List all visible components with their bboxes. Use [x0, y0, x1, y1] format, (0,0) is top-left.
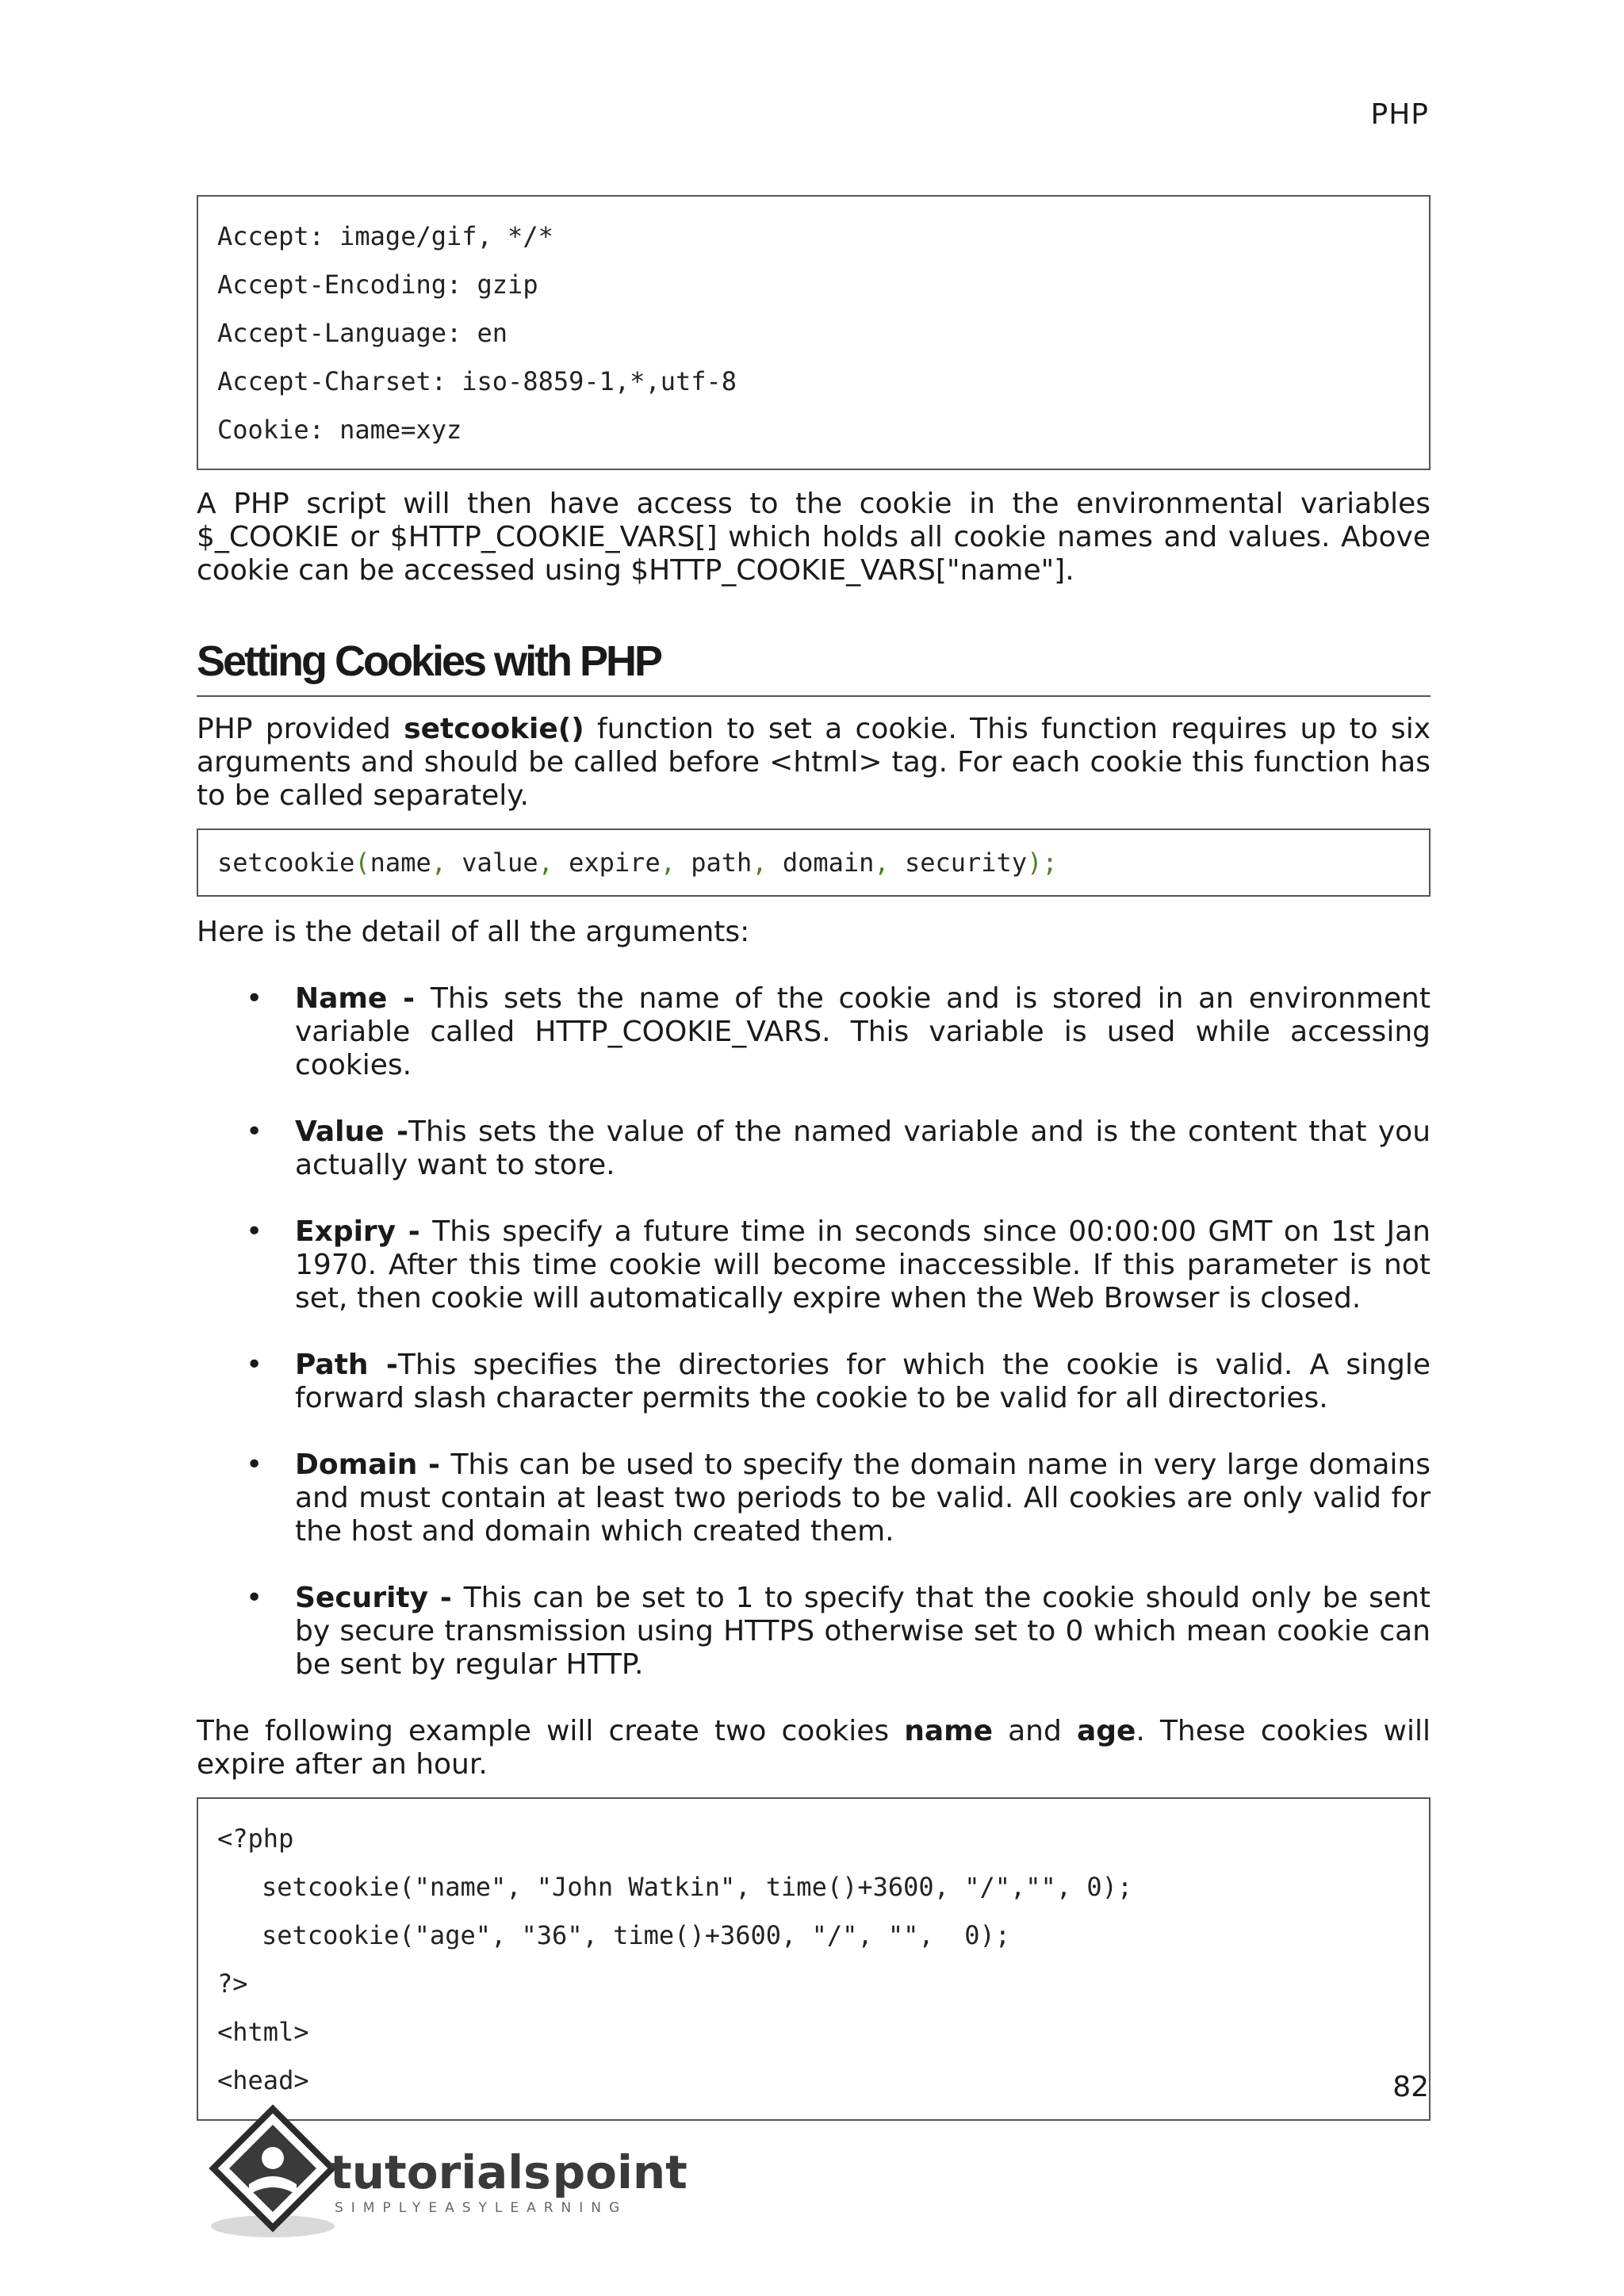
code-line: Accept-Charset: iso-8859-1,*,utf-8	[217, 366, 737, 396]
setcookie-signature-code-block	[197, 828, 1431, 897]
code-line: Cookie: name=xyz	[217, 415, 462, 445]
arg: domain	[782, 848, 875, 878]
cookie-name-term: name	[904, 1715, 994, 1747]
text: The following example will create two cookies	[197, 1715, 905, 1747]
arg: name	[370, 848, 431, 878]
code-line: ?>	[217, 1969, 248, 1999]
page-header-title: PHP	[1370, 98, 1429, 131]
logo-word-point: point	[552, 2145, 688, 2199]
argument-term: Value -	[295, 1115, 409, 1148]
arg: value	[462, 848, 538, 878]
argument-description: This can be used to specify the domain name in very large domains and must contain at least two periods to be valid. All cookies are only valid for the host and domain which created them.	[295, 1448, 1431, 1548]
list-item	[197, 982, 1431, 1082]
page-content	[197, 195, 1431, 2121]
arguments-intro-paragraph: Here is the detail of all the arguments:	[197, 916, 750, 948]
section-heading: Setting Cookies with PHP	[197, 637, 1431, 697]
text: function to set a cookie. This function requires up to six arguments and should be called before <html> tag. For each cookie this function has to be called separately.	[197, 713, 1431, 812]
example-intro-paragraph	[197, 1715, 1431, 1781]
comma: ,	[752, 848, 768, 878]
comma: ,	[538, 848, 553, 878]
list-item	[197, 1349, 1431, 1415]
comma: ,	[874, 848, 890, 878]
code-line: setcookie("name", "John Watkin", time()+3600, "/","", 0);	[262, 1872, 1133, 1902]
code-line: setcookie("age", "36", time()+3600, "/", "", 0);	[262, 1920, 1011, 1950]
logo-tagline: SIMPLYEASYLEARNING	[335, 2200, 628, 2216]
paren-close: );	[1027, 848, 1058, 878]
setcookie-intro-paragraph	[197, 713, 1431, 813]
example-code-block	[197, 1797, 1431, 2121]
list-item	[197, 1582, 1431, 1682]
fn-name: setcookie	[217, 848, 355, 878]
argument-term: Security -	[295, 1582, 464, 1614]
comma: ,	[431, 848, 446, 878]
comma: ,	[660, 848, 676, 878]
code-line: Accept-Language: en	[217, 318, 508, 348]
list-item	[197, 1215, 1431, 1315]
text: . These cookies will expire after an hour.	[197, 1715, 1431, 1781]
code-line: Accept: image/gif, */*	[217, 221, 553, 251]
setcookie-term: setcookie()	[404, 713, 584, 745]
arg: security	[904, 848, 1028, 878]
cookie-access-paragraph: A PHP script will then have access to the cookie in the environmental variables $_COOKIE or $HTTP_COOKIE_VARS[] which holds all cookie names and values. Above cookie can be accessed using $HTTP_COOKIE_VARS["name"].	[197, 488, 1431, 587]
argument-term: Path -	[295, 1349, 398, 1381]
code-line: <head>	[217, 2065, 309, 2095]
code-line: Accept-Encoding: gzip	[217, 270, 538, 300]
tutorialspoint-logo	[193, 2101, 688, 2244]
list-item	[197, 1115, 1431, 1182]
code-line	[217, 844, 1410, 881]
argument-description: This can be set to 1 to specify that the cookie should only be sent by secure transmission using HTTPS otherwise set to 0 which mean cookie can be sent by regular HTTP.	[295, 1582, 1431, 1681]
argument-description: This specifies the directories for which the cookie is valid. A single forward slash character permits the cookie to be valid for all directories.	[295, 1349, 1431, 1414]
cookie-age-term: age	[1076, 1715, 1136, 1747]
argument-description: This specify a future time in seconds since 00:00:00 GMT on 1st Jan 1970. After this time cookie will become inaccessible. If this parameter is not set, then cookie will automatically expire when the Web Browser is closed.	[295, 1215, 1431, 1314]
paren-open: (	[354, 848, 370, 878]
arg: expire	[569, 848, 661, 878]
text: and	[993, 1715, 1077, 1747]
code-line: <?php	[217, 1823, 294, 1854]
arg: path	[691, 848, 753, 878]
argument-term: Name -	[295, 982, 431, 1015]
logo-word-tutorials: tutorials	[330, 2145, 551, 2199]
argument-description: This sets the name of the cookie and is stored in an environment variable called HTTP_COOKIE_VARS. This variable is used while accessing cookies.	[295, 982, 1431, 1081]
page-number: 82	[1392, 2071, 1429, 2103]
logo-figure-head	[262, 2147, 284, 2169]
list-item	[197, 1448, 1431, 1548]
argument-term: Expiry -	[295, 1215, 433, 1248]
text: PHP provided	[197, 713, 404, 745]
code-line: <html>	[217, 2017, 309, 2047]
arguments-list	[197, 982, 1431, 1682]
http-headers-code-block	[197, 195, 1431, 470]
argument-term: Domain -	[295, 1448, 451, 1481]
argument-description: This sets the value of the named variable and is the content that you actually want to store.	[295, 1115, 1431, 1181]
